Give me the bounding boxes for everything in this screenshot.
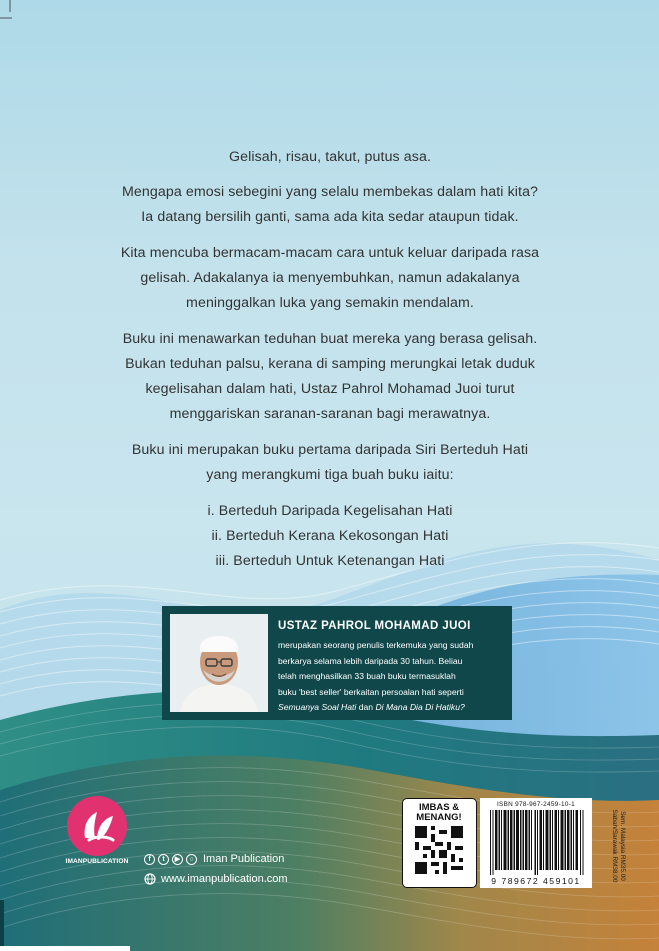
blurb-line: gelisah. Adakalanya ia menyembuhkan, namun adakalanya [140, 270, 520, 286]
blurb-line: meninggalkan luka yang semakin mendalam. [186, 295, 474, 311]
blurb-line: Gelisah, risau, takut, putus asa. [228, 149, 432, 165]
qr-label [403, 803, 475, 823]
blurb-line: Bukan teduhan palsu, kerana di samping merungkai letak duduk [125, 356, 535, 372]
price-text [610, 801, 626, 891]
series-item: ii. Berteduh Kerana Kekosongan Hati [211, 528, 449, 544]
leaf-icon [67, 796, 127, 856]
book-title: Di Mana Dia Di Hatiku? [375, 702, 465, 713]
barcode-icon [490, 810, 584, 875]
book-title: Semuanya Soal Hati [278, 702, 357, 713]
social-links [144, 853, 284, 865]
blurb-line: Mengapa emosi sebegini yang selalu membekas dalam hati kita? [121, 184, 539, 200]
twitter-icon[interactable]: t [158, 854, 169, 865]
blurb-line: yang merangkumi tiga buah buku iaitu: [206, 467, 454, 483]
website-link[interactable] [144, 873, 288, 885]
website-url: www.imanpublication.com [161, 873, 288, 885]
author-bio [278, 638, 506, 716]
globe-icon [144, 873, 156, 885]
blurb-line: Kita mencuba bermacam-macam cara untuk keluar daripada rasa [120, 245, 540, 261]
barcode-digits: 9 789672 459101 [491, 876, 581, 886]
author-bio-line: berkarya selama lebih daripada 30 tahun. Beliau [278, 655, 463, 666]
qr-label-line: IMBAS & [418, 802, 460, 813]
qr-code-icon [415, 826, 463, 874]
author-bio-line: buku 'best seller' berkaitan persoalan hati seperti [278, 686, 464, 697]
facebook-icon[interactable]: f [144, 854, 155, 865]
author-bio-conjunction: dan [356, 702, 376, 713]
isbn-text: ISBN 978-967-2459-10-1 [496, 801, 575, 808]
youtube-icon[interactable]: ▶ [172, 854, 183, 865]
qr-code-box[interactable] [402, 798, 477, 888]
series-item: iii. Berteduh Untuk Ketenangan Hati [215, 553, 445, 569]
blurb-line: Ia datang bersilih ganti, sama ada kita sedar ataupun tidak. [141, 209, 519, 225]
isbn-barcode [480, 798, 592, 888]
price-line: Sabah/Sarawak RM38.00 [611, 809, 618, 883]
series-item: i. Berteduh Daripada Kegelisahan Hati [207, 503, 453, 519]
blurb-line: Buku ini merupakan buku pertama daripada Siri Berteduh Hati [131, 442, 529, 458]
bottom-trim [0, 946, 130, 951]
spine-edge [0, 900, 4, 951]
social-label: Iman Publication [203, 853, 285, 865]
instagram-icon[interactable]: ○ [186, 854, 197, 865]
author-bio-line: merupakan seorang penulis terkemuka yang sudah [278, 640, 474, 650]
author-photo [170, 614, 268, 712]
author-name: USTAZ PAHROL MOHAMAD JUOI [278, 620, 471, 632]
logo-brand: IMANPUBLICATION [65, 858, 129, 865]
price-label [603, 798, 633, 888]
author-portrait-icon [170, 614, 268, 712]
author-bio-line: telah menghasilkan 33 buah buku termasuklah [278, 671, 456, 682]
blurb-line: kegelisahan dalam hati, Ustaz Pahrol Mohamad Juoi turut [145, 381, 515, 397]
logo-circle [67, 796, 127, 856]
qr-label-line: MENANG! [416, 812, 462, 823]
blurb-line: menggariskan saranan-saranan bagi merawatnya. [169, 406, 491, 422]
author-panel [162, 606, 512, 720]
price-line: Sem. Malaysia RM35.00 [619, 811, 626, 881]
publisher-logo [64, 796, 130, 876]
blurb-line: Buku ini menawarkan teduhan buat mereka yang berasa gelisah. [122, 331, 538, 347]
